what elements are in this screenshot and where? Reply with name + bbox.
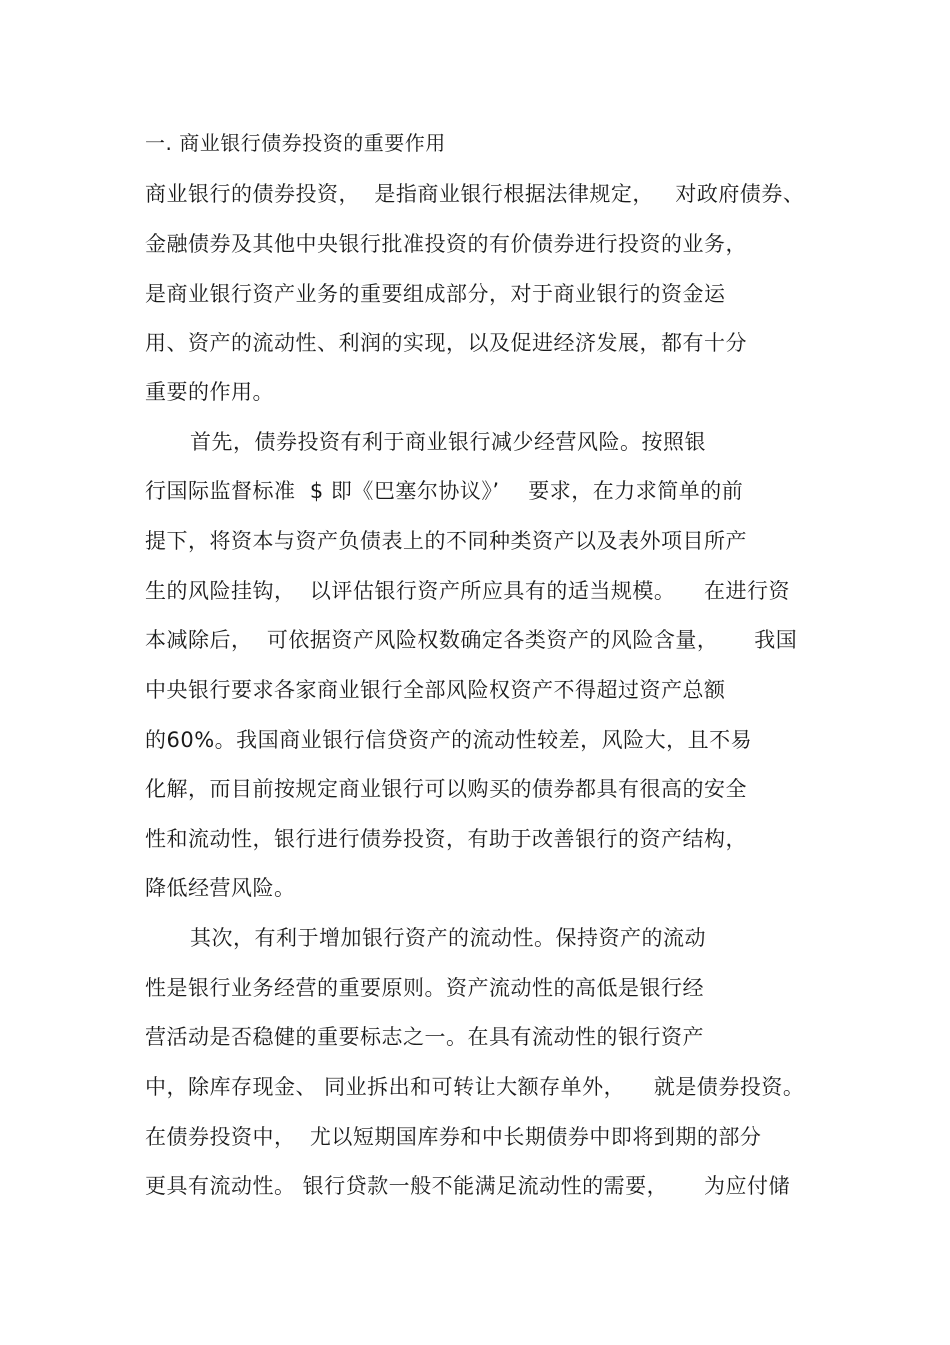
section-heading: 一. 商业银行债券投资的重要作用 — [145, 131, 446, 155]
text-line: 性是银行业务经营的重要原则。资产流动性的高低是银行经 — [145, 976, 704, 1000]
text-line: 其次，有利于增加银行资产的流动性。保持资产的流动 — [190, 926, 706, 950]
text-line: 生的风险挂钩， 以评估银行资产所应具有的适当规模。 在进行资 — [145, 579, 791, 603]
text-line: 性和流动性，银行进行债券投资，有助于改善银行的资产结构， — [145, 827, 747, 851]
text-line: 商业银行的债券投资， 是指商业银行根据法律规定， 对政府债券、 — [145, 182, 805, 206]
text-line: 中，除库存现金、 同业拆出和可转让大额存单外， 就是债券投资。 — [145, 1075, 805, 1099]
text-line: 行国际监督标准 $ 即《巴塞尔协议》’ 要求，在力求简单的前 — [145, 479, 744, 503]
text-line: 化解，而目前按规定商业银行可以购买的债券都具有很高的安全 — [145, 777, 747, 801]
text-line: 提下，将资本与资产负债表上的不同种类资产以及表外项目所产 — [145, 529, 747, 553]
text-line: 首先，债券投资有利于商业银行减少经营风险。按照银 — [190, 430, 706, 454]
text-line: 中央银行要求各家商业银行全部风险权资产不得超过资产总额 — [145, 678, 726, 702]
text-line: 营活动是否稳健的重要标志之一。在具有流动性的银行资产 — [145, 1025, 704, 1049]
text-line: 更具有流动性。 银行贷款一般不能满足流动性的需要， 为应付储 — [145, 1174, 791, 1198]
text-line: 本减除后， 可依据资产风险权数确定各类资产的风险含量， 我国 — [145, 628, 798, 652]
text-line: 是商业银行资产业务的重要组成部分，对于商业银行的资金运 — [145, 282, 726, 306]
text-line: 金融债券及其他中央银行批准投资的有价债券进行投资的业务， — [145, 232, 747, 256]
text-line: 重要的作用。 — [145, 380, 274, 404]
text-line: 降低经营风险。 — [145, 876, 296, 900]
text-line: 用、资产的流动性、利润的实现，以及促进经济发展，都有十分 — [145, 331, 747, 355]
text-line: 在债券投资中， 尤以短期国库券和中长期债券中即将到期的部分 — [145, 1125, 762, 1149]
text-line: 的60%。我国商业银行信贷资产的流动性较差，风险大，且不易 — [145, 728, 753, 752]
